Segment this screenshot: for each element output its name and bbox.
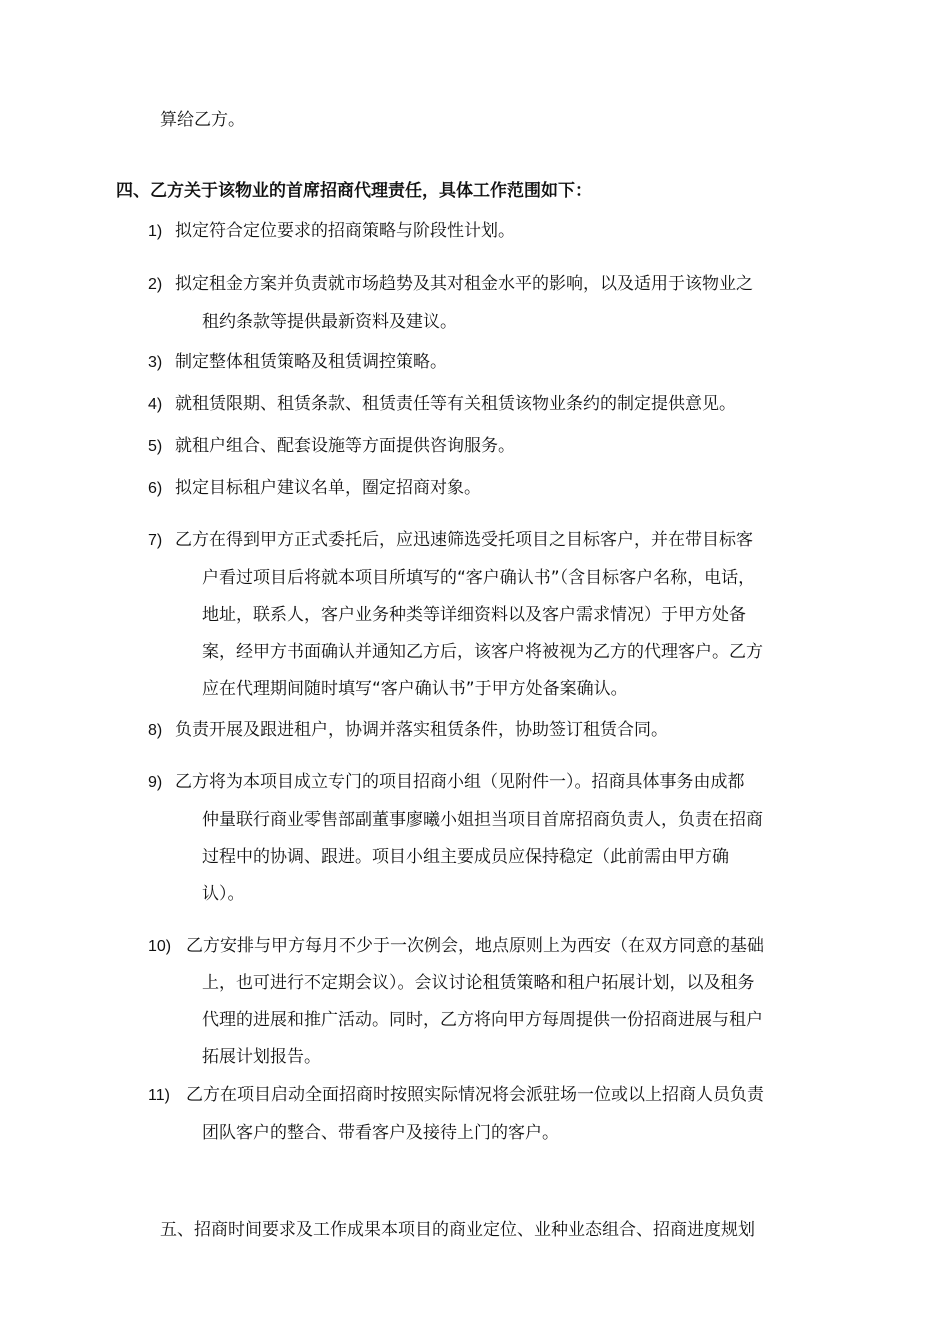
list-number: 1) bbox=[148, 223, 163, 240]
list-number: 10) bbox=[148, 938, 172, 955]
list-text-continued: 代理的进展和推广活动。同时，乙方将向甲方每周提供一份招商进展与租户 bbox=[202, 1010, 763, 1030]
list-text: 乙方在项目启动全面招商时按照实际情况将会派驻场一位或以上招商人员负责 bbox=[186, 1085, 764, 1105]
list-text-continued: 过程中的协调、跟进。项目小组主要成员应保持稳定（此前需由甲方确 bbox=[202, 847, 729, 867]
list-text-continued: 案，经甲方书面确认并通知乙方后，该客户将被视为乙方的代理客户。乙方 bbox=[202, 642, 763, 662]
list-number: 2) bbox=[148, 276, 163, 293]
section-4-heading: 四、乙方关于该物业的首席招商代理责任，具体工作范围如下： bbox=[116, 181, 592, 201]
list-text: 就租赁限期、租赁条款、租赁责任等有关租赁该物业条约的制定提供意见。 bbox=[175, 394, 736, 414]
list-text-continued: 应在代理期间随时填写“客户确认书”于甲方处备案确认。 bbox=[202, 679, 628, 699]
list-text-continued: 拓展计划报告。 bbox=[202, 1047, 321, 1067]
list-text-continued: 认）。 bbox=[202, 884, 245, 904]
list-text: 乙方将为本项目成立专门的项目招商小组（见附件一）。招商具体事务由成都 bbox=[175, 772, 745, 792]
list-text-continued: 上，也可进行不定期会议）。会议讨论租赁策略和租户拓展计划，以及租务 bbox=[202, 973, 755, 993]
section-5-start: 五、招商时间要求及工作成果本项目的商业定位、业种业态组合、招商进度规划 bbox=[160, 1220, 755, 1240]
list-text-continued: 仲量联行商业零售部副董事廖曦小姐担当项目首席招商负责人，负责在招商 bbox=[202, 810, 763, 830]
list-text: 乙方安排与甲方每月不少于一次例会，地点原则上为西安（在双方同意的基础 bbox=[186, 936, 764, 956]
list-text-continued: 地址，联系人，客户业务种类等详细资料以及客户需求情况）于甲方处备 bbox=[202, 605, 746, 625]
list-text-continued: 租约条款等提供最新资料及建议。 bbox=[202, 312, 457, 332]
list-text: 乙方在得到甲方正式委托后，应迅速筛选受托项目之目标客户，并在带目标客 bbox=[175, 530, 753, 550]
list-text: 负责开展及跟进租户，协调并落实租赁条件，协助签订租赁合同。 bbox=[175, 720, 668, 740]
list-text: 制定整体租赁策略及租赁调控策略。 bbox=[175, 352, 447, 372]
list-number: 5) bbox=[148, 438, 163, 455]
list-number: 4) bbox=[148, 396, 163, 413]
list-text: 就租户组合、配套设施等方面提供咨询服务。 bbox=[175, 436, 515, 456]
list-text-continued: 团队客户的整合、带看客户及接待上门的客户。 bbox=[202, 1123, 559, 1143]
list-number: 8) bbox=[148, 722, 163, 739]
list-number: 11) bbox=[148, 1087, 170, 1104]
list-text-continued: 户看过项目后将就本项目所填写的“客户确认书”（含目标客户名称，电话， bbox=[202, 568, 756, 588]
list-number: 9) bbox=[148, 774, 163, 791]
continuation-text: 算给乙方。 bbox=[160, 110, 245, 130]
list-number: 3) bbox=[148, 354, 163, 371]
list-text: 拟定目标租户建议名单，圈定招商对象。 bbox=[175, 478, 481, 498]
list-text: 拟定租金方案并负责就市场趋势及其对租金水平的影响，以及适用于该物业之 bbox=[175, 274, 753, 294]
list-number: 7) bbox=[148, 532, 163, 549]
list-number: 6) bbox=[148, 480, 163, 497]
list-text: 拟定符合定位要求的招商策略与阶段性计划。 bbox=[175, 221, 515, 241]
